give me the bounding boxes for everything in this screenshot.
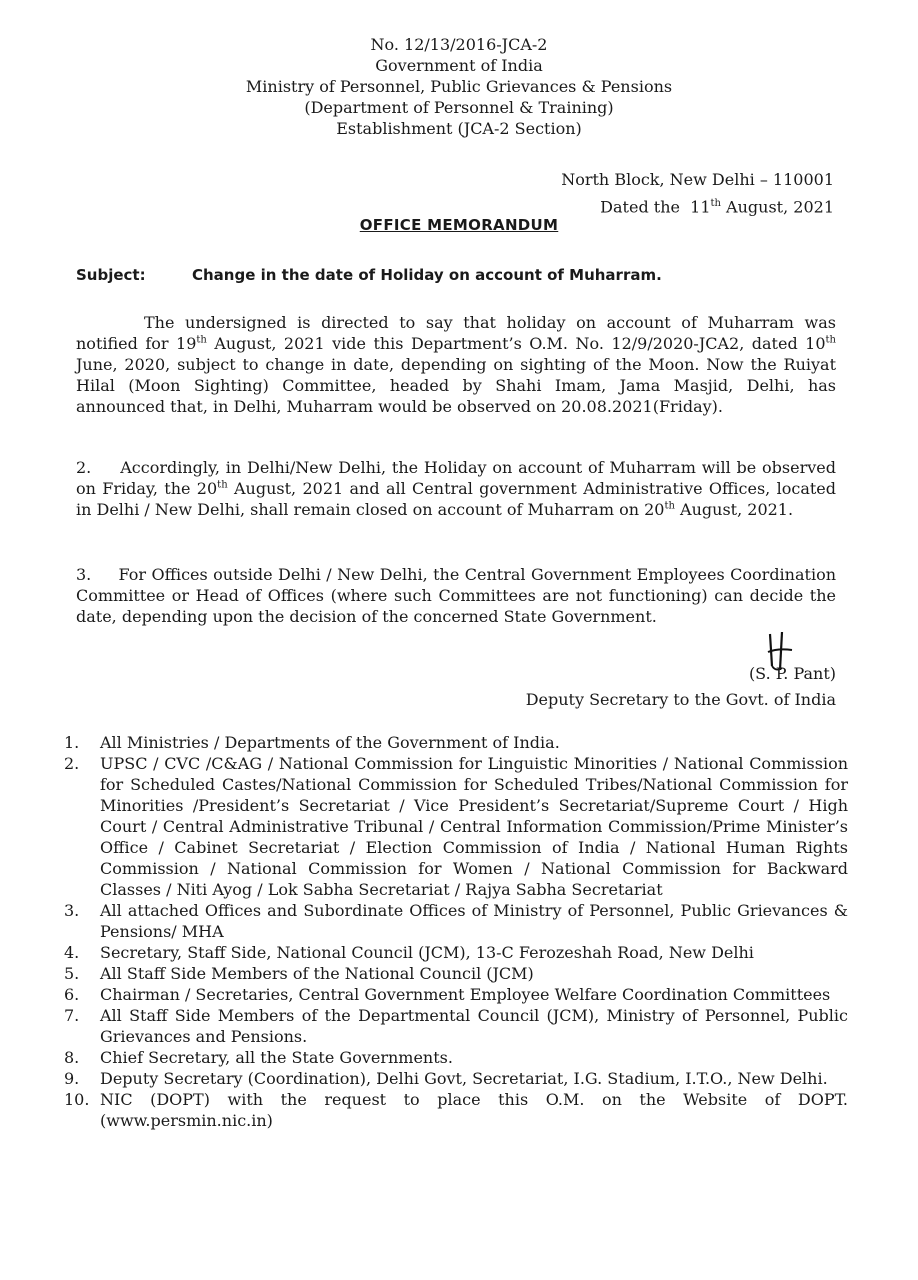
distribution-item-text: Chairman / Secretaries, Central Government Employee Welfare Coordination Committees: [100, 985, 831, 1004]
date-suffix: August, 2021: [720, 197, 834, 217]
section-name: Establishment (JCA-2 Section): [336, 119, 582, 138]
para2-part-b: August, 2021 and all Central government Administrative Offices, located in Delhi / New Delhi, shall remain closed on account of Muharram on 20: [76, 479, 836, 519]
distribution-item-number: 10.: [64, 1090, 90, 1109]
subject-label: Subject:: [76, 266, 146, 284]
distribution-item: [64, 1047, 848, 1068]
para2-part-a: 2. Accordingly, in Delhi/New Delhi, the Holiday on account of Muharram will be observed on Friday, the 20: [76, 458, 842, 498]
date-ordinal: th: [710, 198, 721, 209]
distribution-item-text: All Staff Side Members of the Departmental Council (JCM), Ministry of Personnel, Public Grievances and Pensions.: [100, 1006, 848, 1046]
signatory-name: (S. P. Pant): [748, 664, 836, 683]
distribution-item: [64, 900, 848, 942]
place-and-date: [561, 168, 834, 219]
paragraph-1: [76, 312, 836, 417]
distribution-item-number: 3.: [64, 901, 80, 920]
distribution-item-number: 4.: [64, 943, 80, 962]
distribution-item: [64, 1068, 848, 1089]
department-name: (Department of Personnel & Training): [304, 98, 614, 117]
para1-sup-1: th: [196, 334, 207, 346]
distribution-item-text: UPSC / CVC /C&AG / National Commission for Linguistic Minorities / National Commission for Scheduled Castes/National Commission for Scheduled Tribes/National Commission for Minorities /President’s Secretariat / Vice President’s Secretariat/Supreme Court / High Court / Central Administrative Tribunal / Central Information Commission/Prime Minister’s Office / Cabinet Secretariat / Election Commission of India / National Human Rights Commission / National Commission for Women / National Commission for Backward Classes / Niti Ayog / Lok Sabha Secretariat / Rajya Sabha Secretariat: [100, 754, 848, 899]
date-prefix: Dated the 11: [600, 197, 711, 217]
distribution-item-number: 6.: [64, 985, 80, 1004]
distribution-item: [64, 1005, 848, 1047]
distribution-item-number: 7.: [64, 1006, 80, 1025]
distribution-item: [64, 1089, 848, 1131]
para2-sup-2: th: [664, 500, 675, 512]
distribution-item: [64, 984, 848, 1005]
document-title: OFFICE MEMORANDUM: [359, 216, 559, 234]
distribution-item: [64, 963, 848, 984]
office-address: North Block, New Delhi – 110001: [561, 170, 834, 189]
distribution-item-text: All Ministries / Departments of the Government of India.: [100, 733, 560, 752]
para2-part-c: August, 2021.: [674, 500, 794, 519]
distribution-item-text: Deputy Secretary (Coordination), Delhi Govt, Secretariat, I.G. Stadium, I.T.O., New Delhi.: [100, 1069, 828, 1088]
distribution-item-number: 1.: [64, 733, 80, 752]
distribution-item-number: 8.: [64, 1048, 80, 1067]
distribution-item-text: NIC (DOPT) with the request to place this O.M. on the Website of DOPT.(www.persmin.nic.in): [100, 1090, 848, 1130]
distribution-item-number: 5.: [64, 964, 80, 983]
distribution-item: [64, 753, 848, 900]
para1-part-c: June, 2020, subject to change in date, depending on sighting of the Moon. Now the Ruiyat Hilal (Moon Sighting) Committee, headed by Shahi Imam, Jama Masjid, Delhi, has announced that, in Delhi, Muharram would be observed on 20.08.2021(Friday).: [76, 355, 836, 416]
subject-text: Change in the date of Holiday on account of Muharram.: [192, 266, 662, 284]
distribution-item: [64, 732, 848, 753]
paragraph-3: 3. For Offices outside Delhi / New Delhi, the Central Government Employees Coordination Committee or Head of Offices (where such Committees are not functioning) can decide the date, depending upon the decision of the concerned State Government.: [76, 565, 842, 626]
distribution-item: [64, 942, 848, 963]
subject-line: [76, 266, 846, 284]
distribution-item-text: All attached Offices and Subordinate Offices of Ministry of Personnel, Public Grievances & Pensions/ MHA: [100, 901, 848, 941]
paragraph-2: [76, 457, 842, 520]
distribution-item-number: 2.: [64, 754, 80, 773]
para1-part-a: The undersigned is directed to say that holiday on account of Muharram was notified for 19: [76, 313, 836, 353]
para2-sup-1: th: [217, 479, 228, 491]
government-name: Government of India: [375, 56, 543, 75]
distribution-item-text: Chief Secretary, all the State Governments.: [100, 1048, 453, 1067]
para1-part-b: August, 2021 vide this Department’s O.M. No. 12/9/2020-JCA2, dated 10: [206, 334, 826, 353]
signatory-designation: Deputy Secretary to the Govt. of India: [525, 690, 836, 709]
ministry-name: Ministry of Personnel, Public Grievances & Pensions: [245, 77, 673, 96]
distribution-item-number: 9.: [64, 1069, 80, 1088]
para1-sup-2: th: [825, 334, 836, 346]
distribution-item-text: Secretary, Staff Side, National Council (JCM), 13-C Ferozeshah Road, New Delhi: [100, 943, 754, 962]
letterhead: [0, 34, 918, 139]
distribution-item-text: All Staff Side Members of the National Council (JCM): [100, 964, 534, 983]
file-number: No. 12/13/2016-JCA-2: [370, 35, 548, 54]
distribution-list: [64, 732, 848, 1131]
